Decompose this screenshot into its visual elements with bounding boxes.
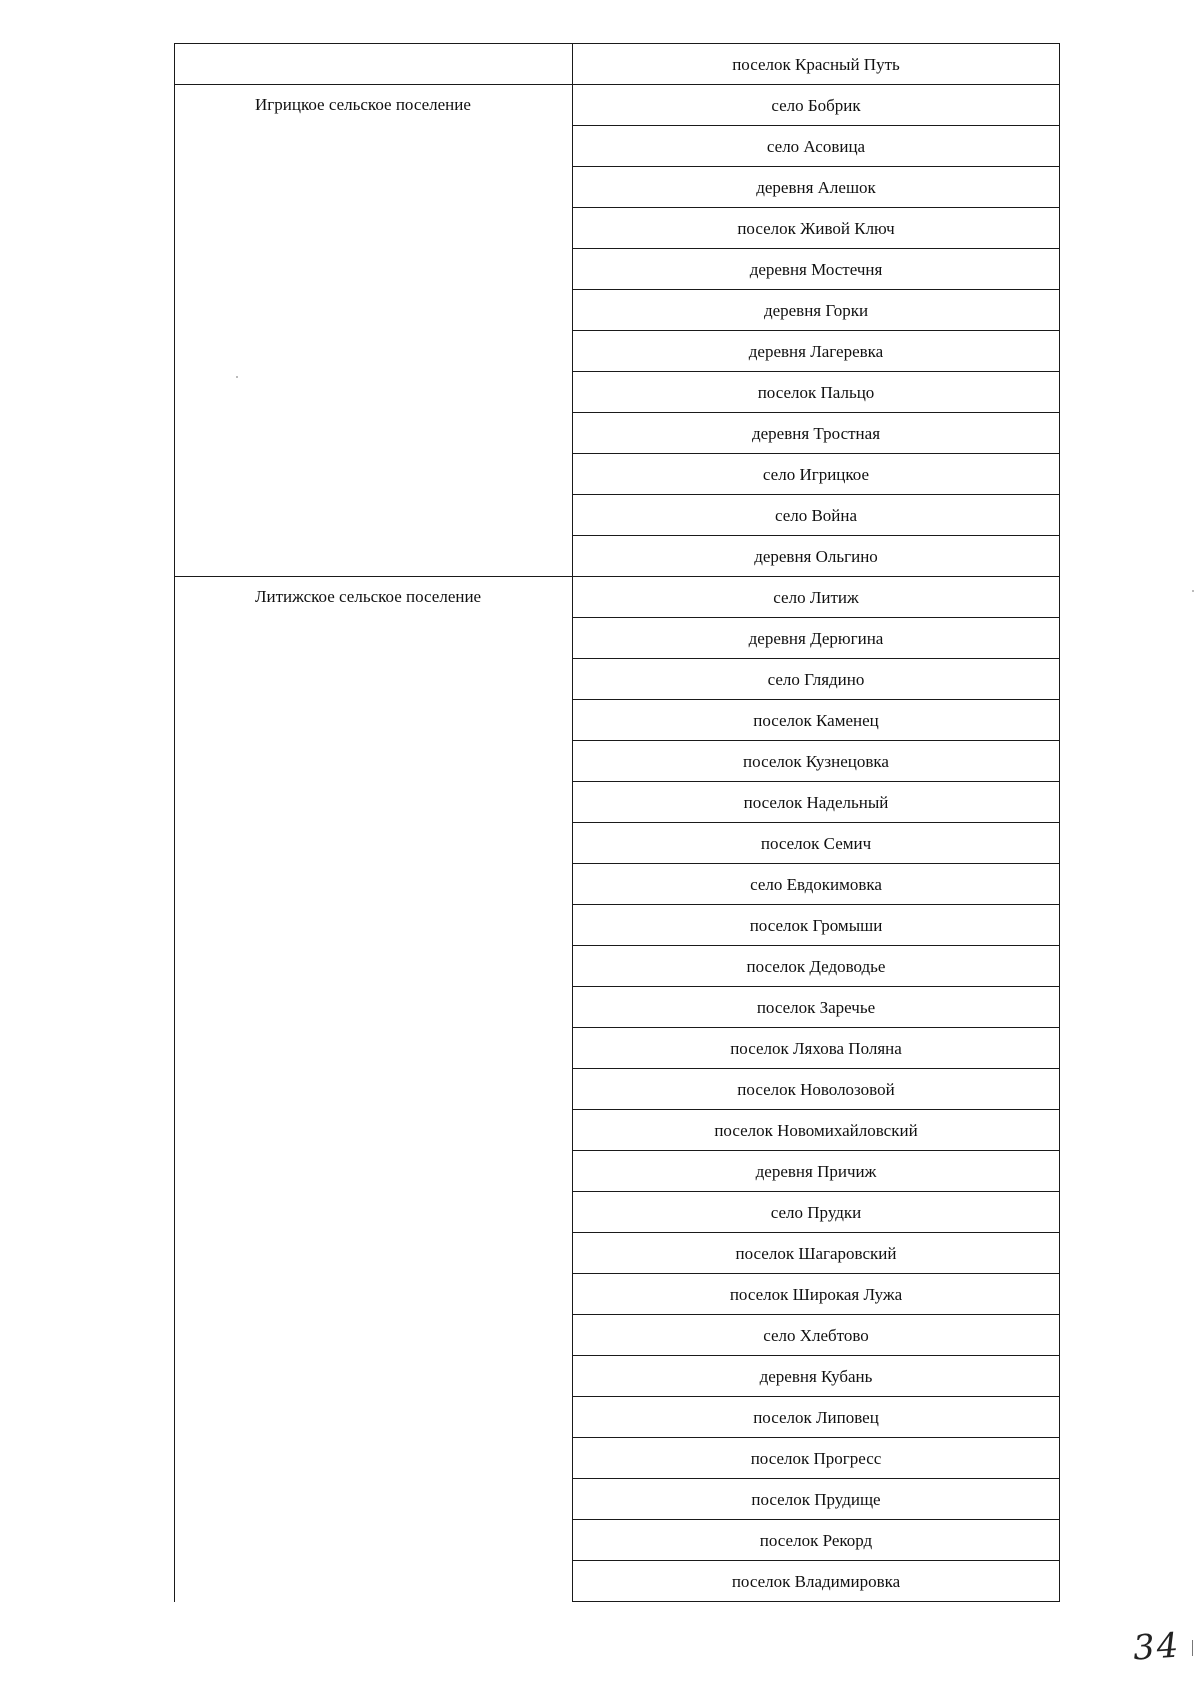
municipality-cell: Литижское сельское поселение	[175, 577, 573, 1602]
settlement-cell: поселок Надельный	[573, 782, 1060, 823]
settlement-cell: село Асовица	[573, 126, 1060, 167]
municipality-cell	[175, 44, 573, 85]
settlement-cell: поселок Каменец	[573, 700, 1060, 741]
settlement-cell: деревня Ольгино	[573, 536, 1060, 577]
settlement-cell: поселок Кузнецовка	[573, 741, 1060, 782]
settlement-cell: деревня Лагеревка	[573, 331, 1060, 372]
settlement-cell: село Война	[573, 495, 1060, 536]
settlement-cell: поселок Пальцо	[573, 372, 1060, 413]
settlement-cell: поселок Рекорд	[573, 1520, 1060, 1561]
settlement-cell: село Прудки	[573, 1192, 1060, 1233]
page-number: 34	[1131, 1625, 1182, 1669]
settlement-cell: село Бобрик	[573, 85, 1060, 126]
settlement-cell: село Глядино	[573, 659, 1060, 700]
municipality-cell: Игрицкое сельское поселение	[175, 85, 573, 577]
settlement-cell: деревня Тростная	[573, 413, 1060, 454]
settlement-cell: село Литиж	[573, 577, 1060, 618]
table-row	[175, 85, 1060, 126]
settlement-cell: село Хлебтово	[573, 1315, 1060, 1356]
settlement-cell: поселок Громыши	[573, 905, 1060, 946]
settlement-cell: поселок Ляхова Поляна	[573, 1028, 1060, 1069]
settlement-cell: деревня Мостечня	[573, 249, 1060, 290]
table-row	[175, 577, 1060, 618]
settlement-cell: поселок Дедоводье	[573, 946, 1060, 987]
settlement-cell: поселок Липовец	[573, 1397, 1060, 1438]
settlement-cell: деревня Причиж	[573, 1151, 1060, 1192]
settlement-cell: поселок Красный Путь	[573, 44, 1060, 85]
settlement-cell: поселок Семич	[573, 823, 1060, 864]
settlement-cell: деревня Кубань	[573, 1356, 1060, 1397]
settlement-cell: поселок Широкая Лужа	[573, 1274, 1060, 1315]
settlement-cell: поселок Прудище	[573, 1479, 1060, 1520]
settlement-cell: деревня Горки	[573, 290, 1060, 331]
settlement-cell: село Евдокимовка	[573, 864, 1060, 905]
settlement-cell: поселок Прогресс	[573, 1438, 1060, 1479]
settlement-cell: поселок Новолозовой	[573, 1069, 1060, 1110]
settlement-cell: поселок Новомихайловский	[573, 1110, 1060, 1151]
edge-mark	[1192, 1640, 1193, 1656]
settlement-cell: поселок Владимировка	[573, 1561, 1060, 1602]
scan-speck	[1192, 590, 1194, 592]
settlement-cell: поселок Шагаровский	[573, 1233, 1060, 1274]
table-row	[175, 44, 1060, 85]
settlement-cell: деревня Алешок	[573, 167, 1060, 208]
settlements-table	[174, 43, 1060, 1602]
settlement-cell: поселок Живой Ключ	[573, 208, 1060, 249]
settlement-cell: поселок Заречье	[573, 987, 1060, 1028]
settlement-cell: деревня Дерюгина	[573, 618, 1060, 659]
scan-speck	[236, 376, 238, 378]
settlement-cell: село Игрицкое	[573, 454, 1060, 495]
